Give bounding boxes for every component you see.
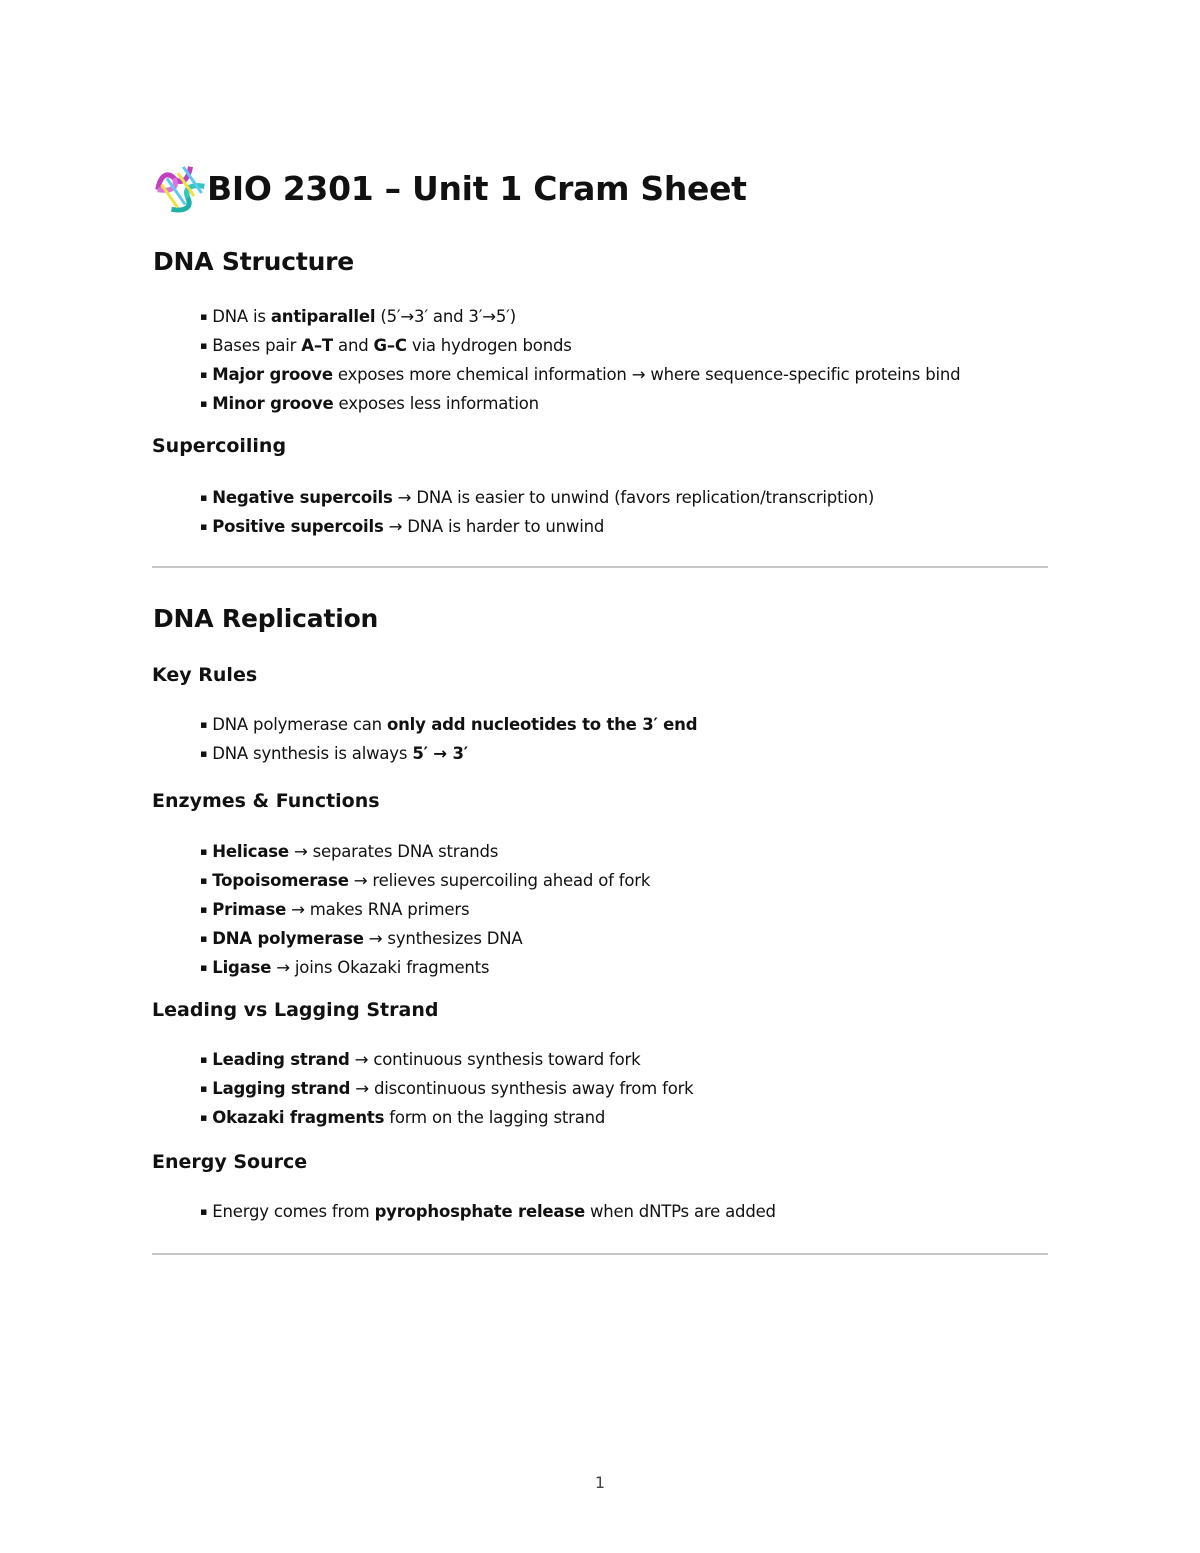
bullet-text: → synthesizes DNA [363, 929, 523, 948]
bullet-bold-text: A–T [301, 336, 333, 355]
bullet-text: when dNTPs are added [584, 1202, 776, 1221]
bullet-bold-text: antiparallel [270, 307, 376, 326]
bullet-bold-text: only add nucleotides to the 3′ end [386, 715, 698, 734]
bullet-bold-text: Major groove [212, 365, 333, 384]
bullet-text: Energy comes from [212, 1202, 375, 1221]
heading-energy: Energy Source [152, 1151, 308, 1173]
bullet-item [200, 390, 960, 419]
bullet-text: DNA polymerase can [212, 715, 387, 734]
bullet-item [200, 954, 650, 983]
bullet-item [200, 711, 697, 740]
page-number: 1 [594, 1473, 606, 1492]
bullet-bold-text: Helicase [212, 842, 289, 861]
bullet-bold-text: Lagging strand [212, 1079, 351, 1098]
heading-supercoiling: Supercoiling [152, 435, 287, 457]
bullet-text: (5′→3′ and 3′→5′) [375, 307, 516, 326]
bullet-text: → makes RNA primers [286, 900, 470, 919]
heading-enzymes: Enzymes & Functions [152, 790, 380, 812]
bullet-bold-text: Negative supercoils [212, 488, 393, 507]
bullet-bold-text: Okazaki fragments [212, 1108, 385, 1127]
bullet-text: DNA is [212, 307, 271, 326]
list-enzymes [200, 838, 650, 983]
bullet-item [200, 484, 874, 513]
bullet-bold-text: G–C [373, 336, 407, 355]
bullet-bold-text: Primase [212, 900, 287, 919]
bullet-item [200, 1046, 694, 1075]
bullet-text: DNA synthesis is always [212, 744, 413, 763]
bullet-text: exposes more chemical information → where sequence-specific proteins bind [332, 365, 961, 384]
bullet-text: form on the lagging strand [384, 1108, 606, 1127]
heading-dna-replication: DNA Replication [153, 604, 379, 633]
title-text: BIO 2301 – Unit 1 Cram Sheet [207, 168, 747, 208]
list-supercoiling [200, 484, 874, 542]
bullet-text: Bases pair [212, 336, 302, 355]
bullet-text: → relieves supercoiling ahead of fork [348, 871, 651, 890]
bullet-item [200, 332, 960, 361]
bullet-item [200, 303, 960, 332]
page-title [155, 160, 747, 216]
bullet-text: → continuous synthesis toward fork [349, 1050, 641, 1069]
list-dna-structure [200, 303, 960, 419]
bullet-bold-text: pyrophosphate release [374, 1202, 585, 1221]
bullet-item [200, 838, 650, 867]
bullet-text: → DNA is harder to unwind [383, 517, 605, 536]
bullet-item [200, 867, 650, 896]
bullet-bold-text: Ligase [212, 958, 272, 977]
heading-leading-lagging: Leading vs Lagging Strand [152, 999, 439, 1021]
bullet-item [200, 925, 650, 954]
bullet-text: via hydrogen bonds [406, 336, 572, 355]
bullet-item [200, 1075, 694, 1104]
bullet-item [200, 896, 650, 925]
bullet-text: and [332, 336, 374, 355]
section-divider [152, 1253, 1048, 1255]
bullet-text: → joins Okazaki fragments [271, 958, 490, 977]
bullet-bold-text: Positive supercoils [212, 517, 384, 536]
bullet-bold-text: 5′ → 3′ [412, 744, 468, 763]
dna-icon [155, 160, 207, 216]
bullet-bold-text: Topoisomerase [212, 871, 349, 890]
bullet-bold-text: DNA polymerase [212, 929, 364, 948]
bullet-text: → discontinuous synthesis away from fork [350, 1079, 694, 1098]
bullet-text: → DNA is easier to unwind (favors replication/transcription) [392, 488, 875, 507]
heading-dna-structure: DNA Structure [153, 247, 355, 276]
bullet-item [200, 513, 874, 542]
section-divider [152, 566, 1048, 568]
list-key-rules [200, 711, 697, 769]
bullet-text: exposes less information [333, 394, 539, 413]
bullet-bold-text: Minor groove [212, 394, 334, 413]
bullet-item [200, 361, 960, 390]
list-leading-lagging [200, 1046, 694, 1133]
bullet-item [200, 1198, 776, 1227]
heading-key-rules: Key Rules [152, 664, 258, 686]
bullet-item [200, 740, 697, 769]
bullet-text: → separates DNA strands [288, 842, 499, 861]
list-energy [200, 1198, 776, 1227]
bullet-item [200, 1104, 694, 1133]
bullet-bold-text: Leading strand [212, 1050, 350, 1069]
